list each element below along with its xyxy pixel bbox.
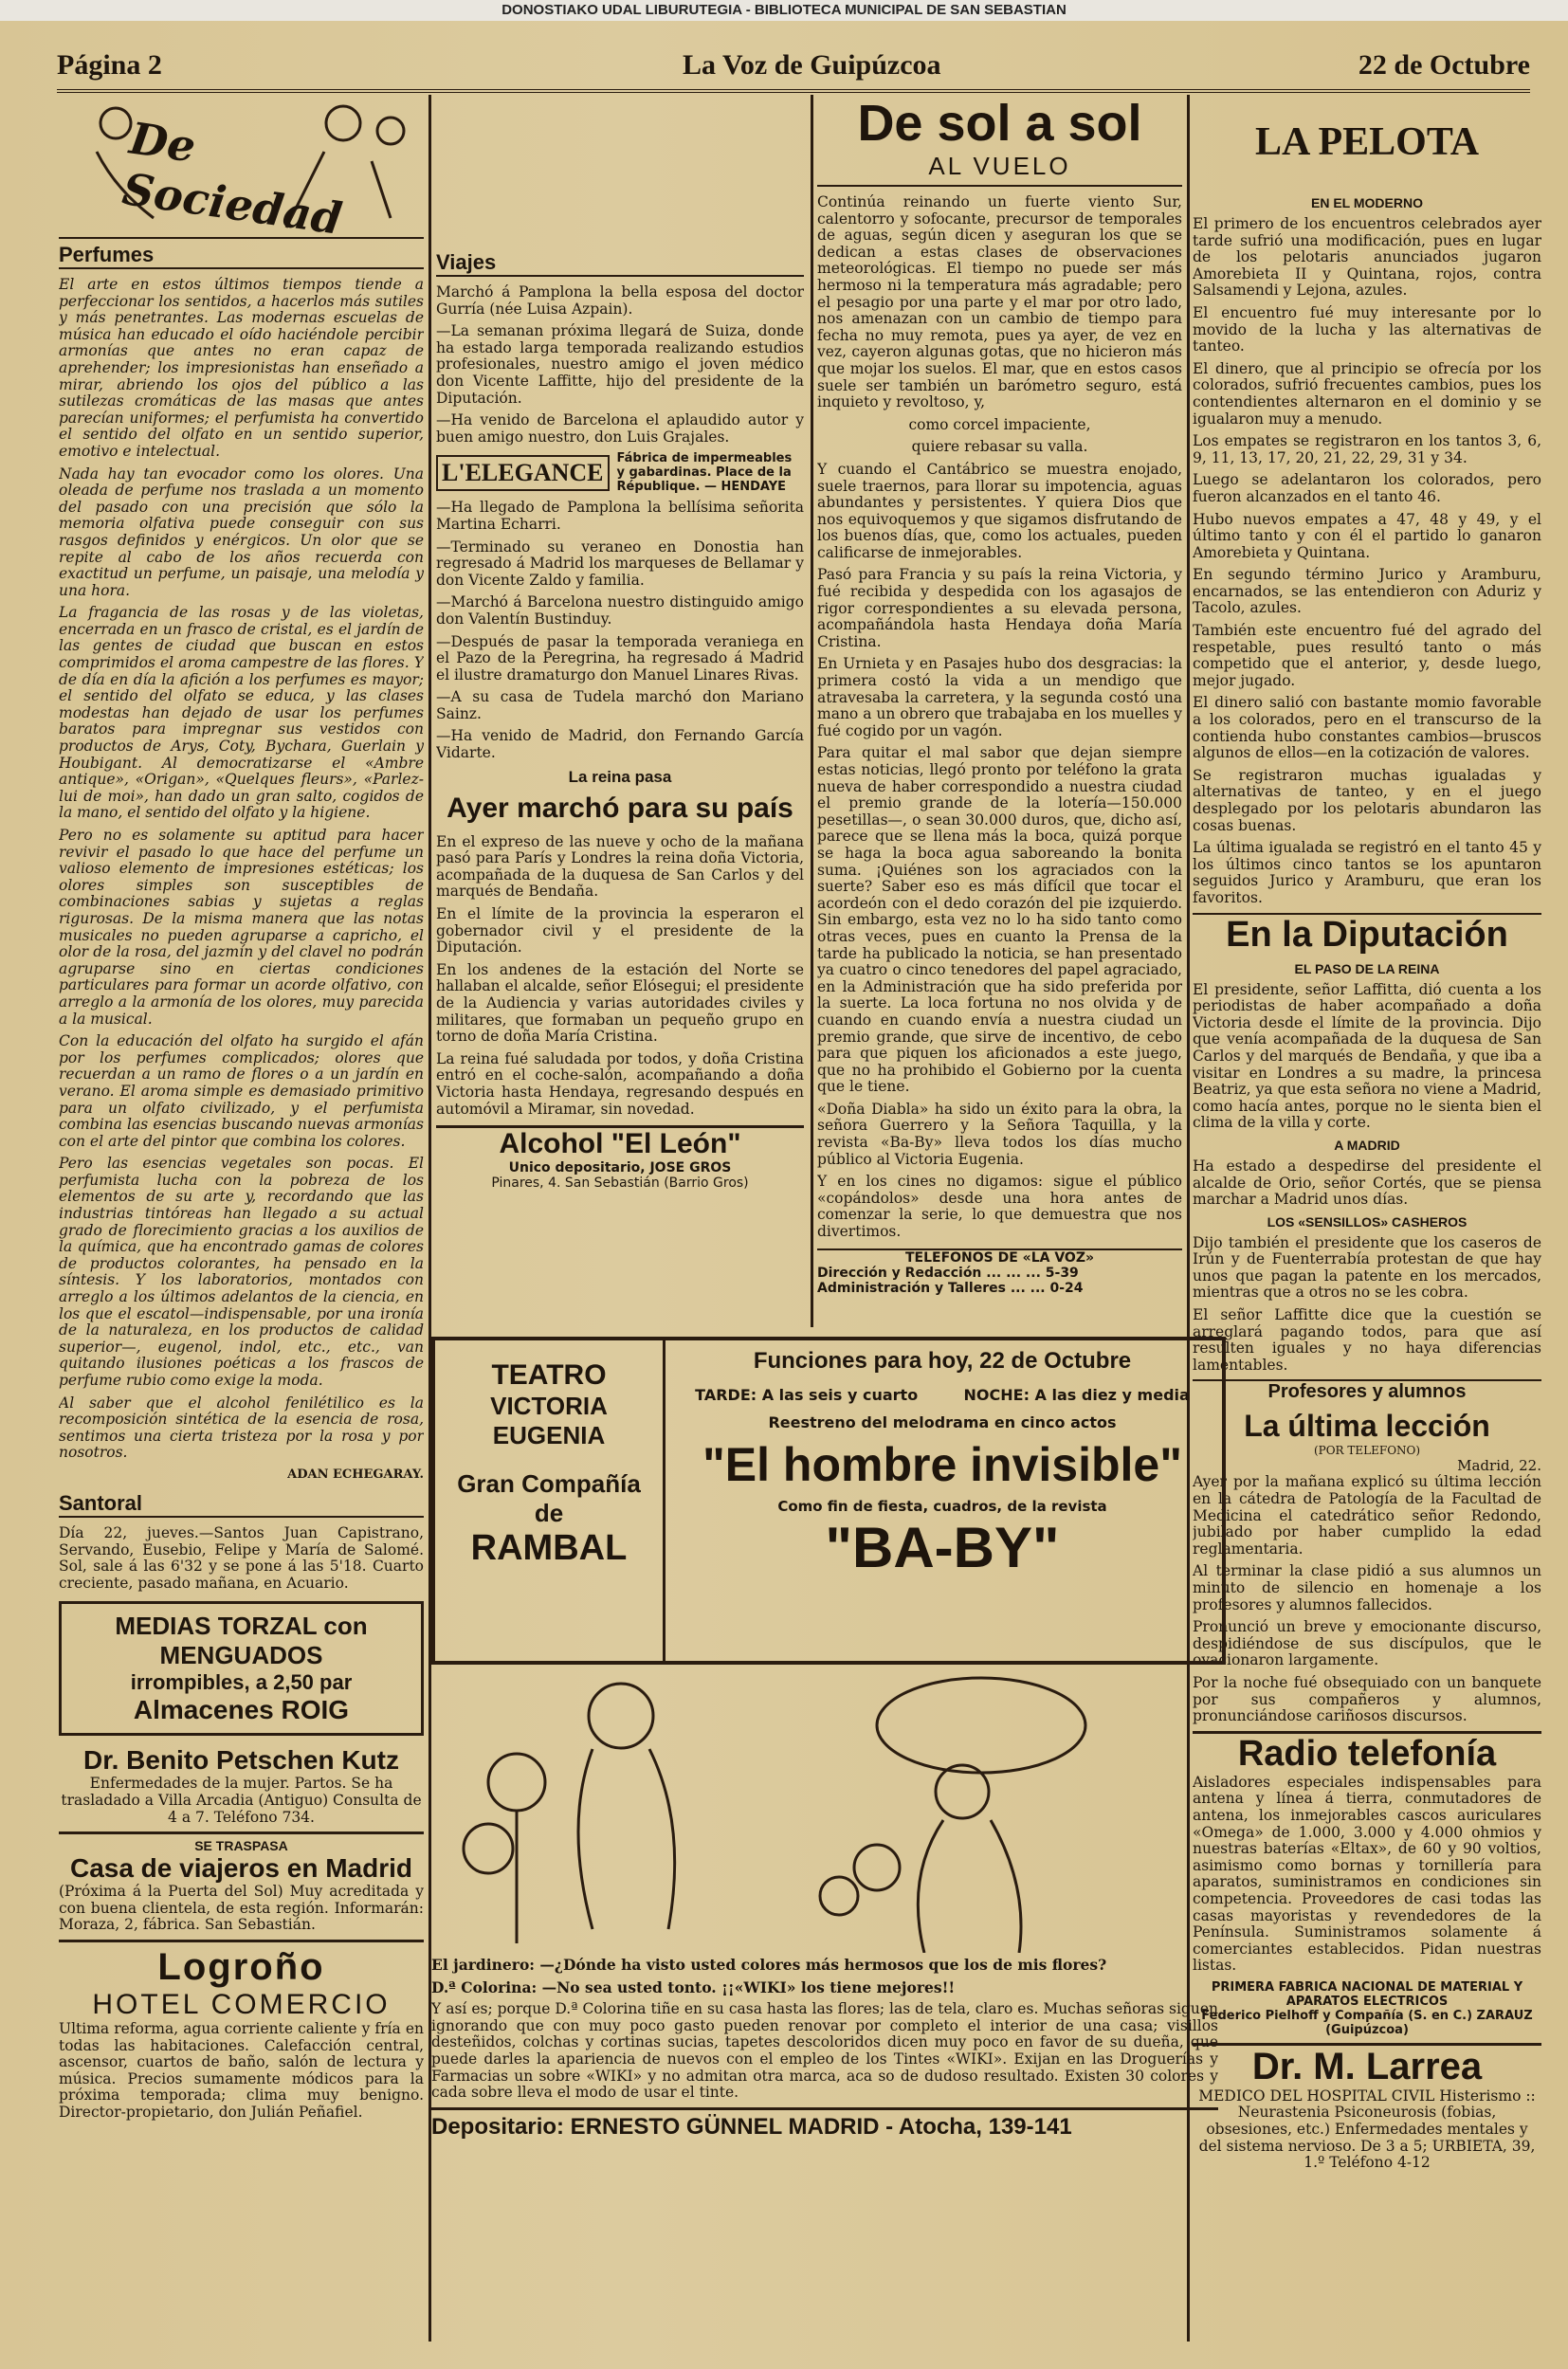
teatro-play-title: "El hombre invisible" — [702, 1438, 1182, 1491]
diputacion-kicker: EL PASO DE LA REINA — [1294, 960, 1440, 976]
perfumes-paragraph: Con la educación del olfato ha surgido el afán por los perfumes complicados; olores que recuerdan a un ramo de flores o a un jardín en verano. El aroma simple es demasiado primitivo para un olfato civilizado, y el perfumista combina las esencias buscando nuevas armonías con el arte del pintor que combina los colores. — [59, 1032, 424, 1150]
perfumes-paragraph: La fragancia de las rosas y de las violetas, encerrada en un frasco de cristal, es el jardín de las gentes de ciudad que buscan en estos comprimidos el aroma campestre de las flores. Y de día en día la afición a los perfumes es mayor; el sentido del olfato se educa, y las clases modestas han dejado de usar los perfumes baratos para impregnar sus vestidos con productos de Arys, Coty, Bychara, Guerlain y Houbigant. Al democratizarse el «Ambre antique», «Origan», «Quelques fleurs», «Parlez-lui de moi», han dado un gran salto, cogidos de la mano, el sentido del olfato y la higiene. — [59, 604, 424, 822]
ad-teatro-victoria-eugenia — [431, 1337, 1226, 1665]
perfumes-paragraph: Al saber que el alcohol fenilétilico es la recomposición sintética de la esencia de rosa, sentimos una cierta tristeza por la rosa y por nosotros. — [59, 1394, 424, 1462]
pelota-paragraph: En segundo término Jurico y Aramburu, encarnados, se las entendieron con Aduriz y Tacolo, azules. — [1193, 566, 1541, 617]
viajes-paragraph: —Terminado su veraneo en Donostia han regresado á Madrid los marqueses de Bellamar y don Vicente Zaldo y familia. — [436, 538, 804, 589]
profesores-date: Madrid, 22. — [1457, 1457, 1541, 1475]
ad-logrono-text: Ultima reforma, agua corriente caliente y fría en todas las habitaciones. Calefacción central, ascensor, cuartos de baño, salón de lectura y música. Precios sumamente módicos para la próxima temporada; clima muy benigno. Director-propietario, don Julián Peñafiel. — [59, 2019, 424, 2121]
teatro-tarde: TARDE: A las seis y cuarto — [695, 1386, 919, 1404]
reina-kicker: La reina pasa — [568, 767, 672, 786]
desolasol-paragraph: «Doña Diabla» ha sido un éxito para la obra, la señora Guerrero y la Señora Taquilla, y la revista «Ba-By» lleva todos los días mucho público al Victoria Eugenia. — [817, 1100, 1182, 1168]
reina-paragraph: En los andenes de la estación del Norte se hallaban el alcalde, señor Elósegui; el presidente de la Audiencia y varias autoridades civiles y militares, que formaban un pequeño grupo en torno de doña María Cristina. — [436, 960, 804, 1046]
pelota-paragraph: El primero de los encuentros celebrados ayer tarde sufrió una modificación, pues en lugar de los pelotaris anunciados jugaron Amorebieta II y Quintana, rojos, contra Salsamendi y Lejona, azules. — [1193, 215, 1541, 300]
pelota-paragraph: El dinero, que al principio se ofrecía por los colorados, sufrió frecuentes cambios, pues los contendientes alternaron en el dominio y se igualaron muy a menudo. — [1193, 359, 1541, 428]
viajes-paragraph: —Después de pasar la temporada veraniega en el Pazo de la Peregrina, ha regresado á Madrid el ilustre dramaturgo don Manuel Linares Rivas. — [436, 632, 804, 683]
pelota-paragraph: El encuentro fué muy interesante por lo movido de la lucha y las alternativas de tanteo. — [1193, 303, 1541, 355]
diputacion-paragraph: Dijo también el presidente que los caseros de Irún y de Fuenterrabía protestan de que hay unos que pagan la patente en los mercados, mientras que a otros no se les cobra. — [1193, 1233, 1541, 1302]
desolasol-paragraph: Continúa reinando un fuerte viento Sur, calentorro y sofocante, precursor de temporales de aguas, según dicen y aseguran los que se dedican a estas clases de observaciones meteorológicas. El tiempo no puede ser más hermoso ni la temperatura más agradable; pero el pesagio por una parte y el mar por otro lado, nos amenazan con un cambio de tiempo para fecha no muy remota, pues ya ayer, de vez en vez, cayeron algunas gotas, que no hicieron más que mojar los suelos. El mar, que en estos casos suele ser también un barómetro seguro, está inquieto y revoltoso, y, — [817, 193, 1182, 411]
teatro-revista: "BA-BY" — [825, 1516, 1060, 1579]
desolasol-paragraph: En Urnieta y en Pasajes hubo dos desgracias: la primera costó la vida a un mendigo que atravesaba la carretera, y la segunda costó una mano a un obrero que trabajaba en los muelles y fué cogido por un vagón. — [817, 655, 1182, 739]
library-bar: DONOSTIAKO UDAL LIBURUTEGIA - BIBLIOTECA MUNICIPAL DE SAN SEBASTIAN — [0, 0, 1568, 21]
teatro-company-1: Gran Compañía — [457, 1469, 641, 1498]
teatro-times — [672, 1386, 1212, 1404]
perfumes-paragraph: El arte en estos últimos tiempos tiende a perfeccionar los sentidos, a hacerlos más sutiles y más penetrantes. Las modernas escuelas de música han educado el oído haciéndole percibir armonías que antes no eran capaz de aprehender; los impresionistas han enseñado a mirar, abriendo los ojos del público a las sutilezas cromáticas de las masas que antes parecían uniformes; el perfumista ha convertido el sentido del olfato en un sentido superior, emotivo e intelectual. — [59, 276, 424, 460]
profesores-headline: La última lección — [1244, 1409, 1490, 1444]
ad-traspasa-title: Casa de viajeros en Madrid — [69, 1853, 413, 1884]
sociedad-illustration — [59, 95, 424, 245]
pelota-kicker: EN EL MODERNO — [1311, 195, 1423, 210]
ad-alcohol — [436, 1125, 804, 1191]
pelota-paragraph: Luego se adelantaron los colorados, pero fueron alcanzados en el tanto 46. — [1193, 471, 1541, 505]
viajes-paragraph: —Ha venido de Barcelona el aplaudido autor y buen amigo nuestro, don Luis Grajales. — [436, 411, 804, 446]
desolasol-paragraph: Para quitar el mal sabor que dejan siempre estas noticias, llegó pronto por teléfono la grata nueva de haber correspondido a nuestra ciudad el premio grande de la lotería—150.000 pesetillas—, o sean 30.000 duros, que, dicho así, parece que se llena más la boca, quizá porque se haga la boca agua saboreando la bonita suma. ¡Quiénes son los agraciados con la suerte? Saber eso es más difícil que tocar el acordeón con el dedo corazón del pie izquierdo. Sin embargo, esta vez no lo ha sido tanto como otras veces, pues en cuanto la Prensa de la tarde ha publicado la noticia, se han presentado ya cuatro o cinco tenedores del papel agraciado, en la Administración que ha sido preferida por la suerte. La loca fortuna no nos olvida y de cuando en cuando envía a nuestra ciudad un premio grande, que sirve de incentivo, de cebo para que piquen los aficionados a este juego, que no ha prohibido el Gobierno por la cuenta que le tiene. — [817, 744, 1182, 1096]
ad-wiki-cartoon — [431, 1659, 1218, 2140]
desolasol-verse: quiere rebasar su valla. — [911, 438, 1088, 456]
ad-petschen-text: Enfermedades de la mujer. Partos. Se ha trasladado a Villa Arcadia (Antiguo) Consulta de 4 a 7. Teléfono 734. — [61, 1775, 422, 1826]
wiki-dialog-2: D.ª Colorina: —No sea usted tonto. ¡¡«WIKI» los tiene mejores!! — [431, 1977, 956, 1996]
telefonos-title: TELEFONOS DE «LA VOZ» — [904, 1249, 1095, 1266]
alcohol-title: Alcohol "El León" — [499, 1128, 741, 1160]
pelota-paragraph: Se registraron muchas igualadas y alternativas de tanteo, y en el juego desplegado por los pelotaris abundaron las cosas buenas. — [1193, 766, 1541, 834]
ad-elegance — [436, 451, 804, 494]
desolasol-paragraph: Y en los cines no digamos: sigue el público «copándolos» desde una hora antes de comenzar la serie, lo que demuestra que nos divertimos. — [817, 1173, 1182, 1241]
elegance-logo: L'ELEGANCE — [436, 455, 610, 491]
teatro-right-panel — [672, 1340, 1212, 1580]
diputacion-kicker: LOS «SENSILLOS» CASHEROS — [1267, 1213, 1468, 1230]
reina-headline: Ayer marchó para su país — [447, 792, 793, 824]
alcohol-line2: Pinares, 4. San Sebastián (Barrio Gros) — [491, 1175, 749, 1192]
viajes-paragraph: —A su casa de Tudela marchó don Mariano Sainz. — [436, 688, 804, 722]
ad-traspasa-head: SE TRASPASA — [194, 1838, 288, 1854]
ad-petschen — [59, 1745, 424, 1826]
perfumes-paragraph: Pero no es solamente su aptitud para hacer revivir el pasado lo que hace del perfume un valioso elemento de impresiones estéticas; los olores simples son susceptibles de combinaciones sabias y sujetas a reglas rigurosas. De la misma manera que las notas musicales no pueden agruparse a capricho, el olor de la rosa, del jazmín y del clavel no podrán agruparse sino en ciertas condiciones particulares para formar un acorde olfativo, con arreglo a la armonía de los olores, muy parecida a la musical. — [59, 827, 424, 1028]
diputacion-paragraph: Ha estado a despedirse del presidente el alcalde de Orio, señor Cortés, que se piensa marchar a Madrid unos días. — [1193, 1157, 1541, 1209]
wiki-text: Y así es; porque D.ª Colorina tiñe en su casa hasta las flores; las de tela, claro es. Muchas señoras siguen ignorando que con muy poco gasto pueden renovar por completo el interior de una casa; visillos desteñidos, colchas y cortinas sucias, tapetes descoloridos dicen muy poco en favor de su dueña, que puede darles la apariencia de nuevos con el empleo de los Tintes «WIKI». Exijan en las Droguerías y Farmacias un sobre «WIKI» y no admitan otra marca, aca so de dudoso resultado. Existen 30 colores y cada sobre lleva el modo de usar el tinte. — [431, 2000, 1218, 2102]
radio-footer: PRIMERA FABRICA NACIONAL DE MATERIAL Y APARATOS ELECTRICOS — [1211, 1979, 1523, 2009]
column-3 — [817, 95, 1182, 1327]
perfumes-signature: ADAN ECHEGARAY. — [287, 1467, 424, 1482]
desolasol-paragraph: Pasó para Francia y su país la reina Victoria, y fué recibida y despedida con los agasajos de rigor correspondientes a su elevada persona, acompañándola hasta Hendaya doña María Cristina. — [817, 566, 1182, 650]
masthead: La Voz de Guipúzcoa — [683, 49, 941, 81]
desolasol-verse: como corcel impaciente, — [908, 415, 1091, 433]
larrea-title: Dr. M. Larrea — [1193, 2043, 1541, 2088]
profesores-paragraph: Ayer por la mañana explicó su última lección en la cátedra de Patología de la Facultad de Medicina el catedrático señor Redondo, jubilado por haber cumplido la edad reglamentaria. — [1193, 1473, 1541, 1558]
sociedad-logo-text: De Sociedad — [119, 112, 346, 245]
santoral-heading: Santoral — [59, 1491, 424, 1518]
profesores-kicker: Profesores y alumnos — [1193, 1379, 1541, 1403]
profesores-paragraph: Pronunció un breve y emocionante discurso, despidiéndose de sus discípulos, que le ovacionaron largamente. — [1193, 1618, 1541, 1669]
column-2 — [436, 246, 804, 1327]
diputacion-paragraph: El presidente, señor Laffitta, dió cuenta a los periodistas de haber acompañado a doña Victoria desde el límite de la provincia. Dijo que venía acompañada de la duquesa de San Carlos y del marqués de Bendaña, y que iba a visitar en Londres a su madre, la princesa Beatriz, ya que esta señora no viene a Madrid, como hacía antes, porque no le sienta bien el clima de la villa y corte. — [1193, 980, 1541, 1132]
column-rule — [428, 95, 431, 1327]
ad-logrono — [59, 1940, 424, 2122]
desolasol-subtitle: AL VUELO — [817, 152, 1182, 187]
ad-medias-line1: MEDIAS TORZAL con MENGUADOS — [115, 1612, 368, 1670]
desolasol-title: De sol a sol — [857, 95, 1142, 152]
teatro-noche: NOCHE: A las diez y media — [963, 1386, 1190, 1404]
ad-logrono-title: Logroño — [157, 1945, 325, 1988]
teatro-name-1: TEATRO — [491, 1359, 607, 1391]
elegance-text: Fábrica de impermeables y gabardinas. Place de la République. — HENDAYE — [616, 451, 793, 495]
ad-medias-line3: Almacenes ROIG — [133, 1695, 350, 1725]
teatro-funciones: Funciones para hoy, 22 de Octubre — [753, 1348, 1132, 1374]
profesores-paragraph: Al terminar la clase pidió a sus alumnos un minuto de silencio en homenaje a los profesores y alumnos fallecidos. — [1193, 1562, 1541, 1613]
teatro-fin: Como fin de fiesta, cuadros, de la revista — [777, 1498, 1107, 1515]
telefonos-box — [817, 1248, 1182, 1296]
pelota-paragraph: La última igualada se registró en el tanto 45 y los últimos cinco tantos se los apuntaron seguidos Jurico y Aramburu, que eran los favoritos. — [1193, 839, 1541, 906]
reina-paragraph: En el expreso de las nueve y ocho de la mañana pasó para París y Londres la reina doña Victoria, acompañada de la duquesa de San Carlos y del marqués de Bendaña. — [436, 832, 804, 901]
reina-paragraph: En el límite de la provincia la esperaron el gobernador civil y el presidente de la Diputación. — [436, 905, 804, 957]
issue-date: 22 de Octubre — [1358, 49, 1530, 81]
page-number: Página 2 — [57, 49, 162, 81]
perfumes-paragraph: Nada hay tan evocador como los olores. Una oleada de perfume nos traslada a un momento del pasado con una precisión que sólo la memoria olfativa puede conseguir con sus rasgos definidos y enérgicos. Un olor que se repite al cabo de los años recuerda con exactitud un perfume, un paisaje, una melodía y una hora. — [59, 465, 424, 599]
radio-footer: Federico Pielhoff y Compañía (S. en C.) ZARAUZ (Guipúzcoa) — [1201, 2008, 1533, 2037]
pelota-paragraph: También este encuentro fué del agrado del respetable, pues resultó tanto o más competido que el anterior, y, desde luego, mejor jugado. — [1193, 622, 1541, 689]
radio-text: Aisladores especiales indispensables para antena y línea á tierra, conmutadores de antena, los inmejorables cascos auriculares «Omega» de 1.000, 3.000 y 4.000 ohmios y nuestras baterías «Eltax», de 60 y 90 voltios, asimismo como bornas y tornillería para aparatos, suministramos en condiciones sin competencia. Proveedores de casi todas las casas mayoristas y revendedores de la Península. Suministramos solamente á comerciantes establecidos. Pidan nuestras listas. — [1193, 1773, 1541, 1975]
teatro-estreno: Reestreno del melodrama en cinco actos — [768, 1413, 1117, 1431]
teatro-name-2: VICTORIA EUGENIA — [490, 1392, 608, 1449]
perfumes-paragraph: Pero las esencias vegetales son pocas. El perfumista lucha con la pobreza de los elementos de su arte y, recordando que las industrias tintóreas han llegado a su actual grado de florecimiento gracias a los auxilios de la química, que ha encontrado gamas de colores de productos colorantes, ha pensado en la síntesis. Y los laboratorios, montados con arreglo a los últimos adelantos de la ciencia, en los que el escatol—indispensable, por una ironía de la naturaleza, en los productos de calidad superior—, eugenol, indol, etc., etc., van quitando ilusiones poéticas a los frascos de perfume rubio como exige la moda. — [59, 1155, 424, 1389]
radio-headline: Radio telefonía — [1193, 1731, 1541, 1775]
telefonos-line: Dirección y Redacción ... ... ... 5-39 — [817, 1265, 1079, 1281]
desolasol-paragraph: Y cuando el Cantábrico se muestra enojado, suele traernos, para llorar su impotencia, aguas abundantes y persistentes. Y quiera Dios que nos equivoquemos y que sigamos disfrutando de los buenos días, que, como los actuales, pueden calificarse de inmejorables. — [817, 460, 1182, 561]
ad-petschen-name: Dr. Benito Petschen Kutz — [83, 1745, 399, 1776]
perfumes-heading: Perfumes — [59, 243, 424, 269]
teatro-company-3: RAMBAL — [470, 1528, 628, 1568]
column-rule — [811, 95, 813, 1327]
diputacion-paragraph: El señor Laffitte dice que la cuestión se arreglará pagando todos, para que así resulten iguales y no haya diferencias lamentables. — [1193, 1306, 1541, 1374]
teatro-left-panel — [435, 1340, 665, 1661]
viajes-heading: Viajes — [436, 250, 804, 277]
reina-paragraph: La reina fué saludada por todos, y doña Cristina entró en el coche-salón, acompañando a doña Victoria hasta Hendaya, regresando después en automóvil a Miramar, sin novedad. — [436, 1049, 804, 1118]
la-pelota-logo: LA PELOTA — [1254, 120, 1480, 164]
telefonos-line: Administración y Talleres ... ... 0-24 — [817, 1280, 1084, 1296]
diputacion-headline: En la Diputación — [1193, 913, 1541, 956]
viajes-paragraph: —Ha llegado de Pamplona la bellísima señorita Martina Echarri. — [436, 499, 804, 533]
ad-traspasa — [59, 1831, 424, 1934]
wiki-depositario: Depositario: ERNESTO GÜNNEL MADRID - Atocha, 139-141 — [431, 2107, 1218, 2141]
alcohol-line1: Unico depositario, JOSE GROS — [508, 1160, 732, 1176]
profesores-paragraph: Por la noche fué obsequiado con un banquete por sus compañeros y alumnos, pronunciándose cariñosos discursos. — [1193, 1673, 1541, 1725]
pelota-paragraph: Hubo nuevos empates a 47, 48 y 49, y el último tanto y con él el partido lo ganaron Amorebieta y Quintana. — [1193, 510, 1541, 561]
teatro-company-2: de — [534, 1499, 564, 1527]
ad-medias-line2: irrompibles, a 2,50 par — [130, 1670, 353, 1695]
wiki-dialog-1: El jardinero: —¿Dónde ha visto usted colores más hermosos que los de mis flores? — [431, 1956, 1107, 1974]
pelota-paragraph: Los empates se registraron en los tantos 3, 6, 9, 11, 13, 17, 20, 21, 22, 29, 31 y 34. — [1193, 432, 1541, 466]
viajes-paragraph: Marchó á Pamplona la bella esposa del doctor Gurría (née Luisa Azpain). — [436, 283, 804, 318]
profesores-tag: (POR TELEFONO) — [1313, 1444, 1421, 1458]
column-1 — [59, 95, 424, 2351]
gardener-and-lady-icon — [431, 1659, 1218, 1953]
viajes-paragraph: —La semanan próxima llegará de Suiza, donde ha estado larga temporada realizando estudios profesionales, nuestro amigo el joven médico don Vicente Laffitte, hijo del presidente de la Diputación. — [436, 322, 804, 407]
diputacion-kicker: A MADRID — [1334, 1137, 1400, 1153]
ad-traspasa-text: (Próxima á la Puerta del Sol) Muy acreditada y con buena clientela, de esta región. Informarán: Moraza, 2, fábrica. San Sebastián. — [59, 1883, 424, 1934]
santoral-text: Día 22, jueves.—Santos Juan Capistrano, Servando, Eusebio, Felipe y María de Salomé. Sol, sale á las 6'32 y se pone á las 5'18. Cuarto creciente, pasado mañana, en Acuario. — [59, 1523, 424, 1592]
pelota-paragraph: El dinero salió con bastante momio favorable a los colorados, pero en el transcurso de la contienda hubo constantes cambios—bruscos algunos de ellos—en la cotización de valores. — [1193, 694, 1541, 762]
larrea-text: MEDICO DEL HOSPITAL CIVIL Histerismo :: Neurastenia Psiconeurosis (fobias, obsesiones, etc.) Enfermedades mentales y del sistema nervioso. De 3 a 5; URBIETA, 39, 1.º Teléfono 4-12 — [1198, 2087, 1536, 2172]
viajes-paragraph: —Ha venido de Madrid, don Fernando García Vidarte. — [436, 727, 804, 762]
column-4 — [1193, 95, 1541, 2351]
viajes-paragraph: —Marchó á Barcelona nuestro distinguido amigo don Valentín Bustinduy. — [436, 593, 804, 628]
page-header — [57, 47, 1530, 93]
ad-medias-torzal — [59, 1601, 424, 1736]
ad-logrono-sub: HOTEL COMERCIO — [92, 1988, 391, 2020]
